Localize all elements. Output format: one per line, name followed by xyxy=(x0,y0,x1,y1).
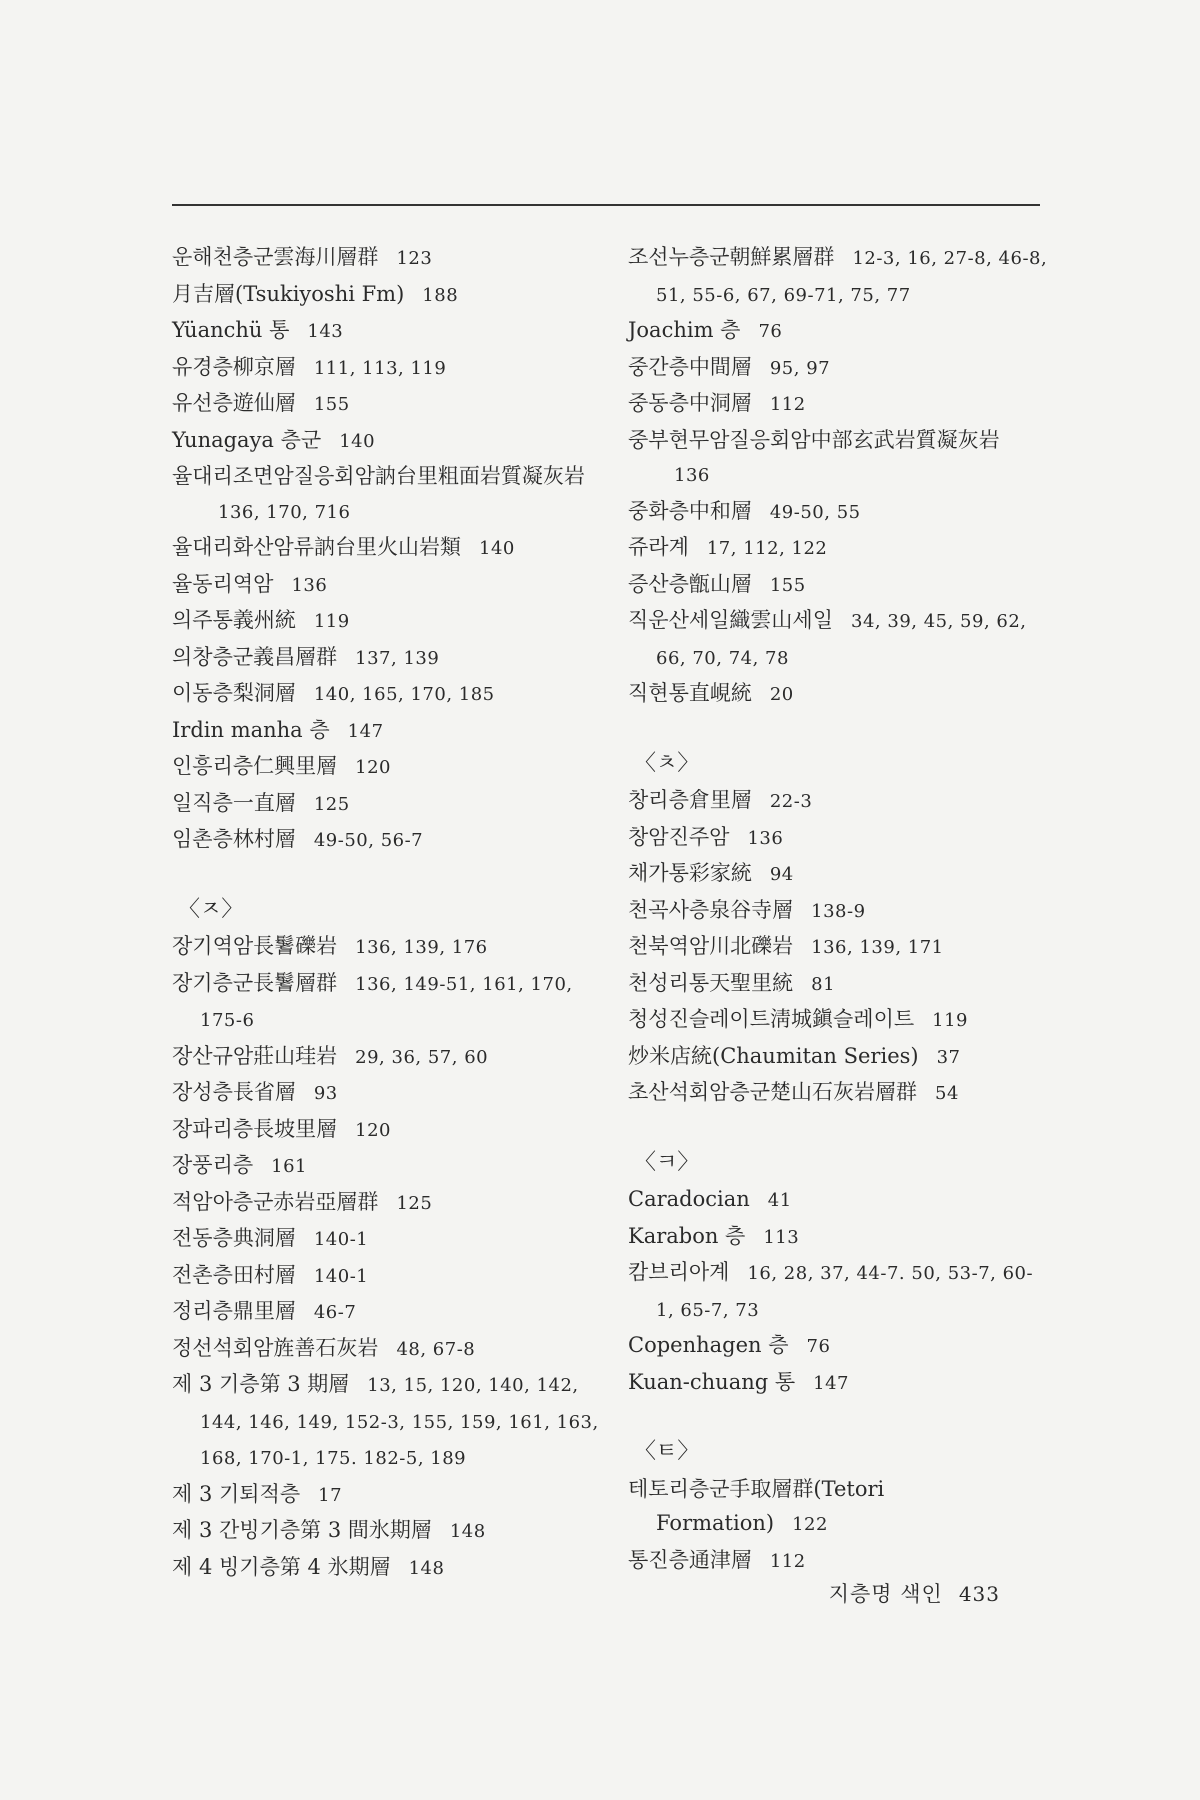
entry-term: 천북역암川北礫岩 xyxy=(628,934,794,958)
entry-term: 율대리조면암질응회암訥台里粗面岩質凝灰岩 xyxy=(172,464,585,488)
entry-pages: 93 xyxy=(313,1083,338,1104)
section-heading: 〈ㅌ〉 xyxy=(634,1439,700,1464)
entry-pages: 147 xyxy=(347,720,384,742)
index-entry xyxy=(628,893,1048,930)
index-entry xyxy=(628,494,1048,531)
right-column xyxy=(628,240,1048,1579)
entry-pages: 155 xyxy=(313,394,350,415)
entry-pages: 81 xyxy=(811,973,836,995)
index-entry xyxy=(628,1039,1048,1076)
index-entry xyxy=(172,459,602,530)
entry-term: 장산규암莊山珪岩 xyxy=(172,1043,338,1068)
entry-pages: 54 xyxy=(935,1083,959,1104)
entry-term: 중동층中洞層 xyxy=(628,391,752,415)
entry-pages: 140 xyxy=(479,538,515,559)
index-entry xyxy=(172,423,602,460)
entry-pages: 41 xyxy=(767,1190,792,1211)
entry-term: 제 3 간빙기층第 3 間氷期層 xyxy=(172,1518,432,1542)
entry-term: 초산석회암층군楚山石灰岩層群 xyxy=(628,1080,918,1104)
index-entry xyxy=(172,1477,602,1514)
header-rule xyxy=(172,204,1040,206)
entry-pages: 125 xyxy=(313,793,350,815)
entry-term: 정선석회암旌善石灰岩 xyxy=(172,1335,379,1360)
index-entry xyxy=(172,966,602,1039)
index-entry xyxy=(172,822,602,859)
index-entry xyxy=(628,1543,1048,1580)
index-entry xyxy=(628,313,1048,350)
entry-pages: 113 xyxy=(763,1226,800,1248)
index-entry xyxy=(172,1331,602,1368)
entry-term: 청성진슬레이트淸城鎭슬레이트 xyxy=(628,1007,915,1031)
entry-term: 율동리역암 xyxy=(172,571,274,596)
entry-pages: 136, 139, 171 xyxy=(811,937,944,958)
entry-term: 적암아층군赤岩亞層群 xyxy=(172,1189,379,1214)
index-entry xyxy=(628,1365,1048,1402)
entry-term: Caradocian xyxy=(628,1187,750,1211)
entry-term: 제 4 빙기층第 4 氷期層 xyxy=(172,1554,391,1579)
section-heading: 〈ㅋ〉 xyxy=(634,1149,700,1175)
entry-term: 중부현무암질응회암中部玄武岩質凝灰岩 xyxy=(628,427,1000,452)
entry-term: Kuan-chuang 통 xyxy=(628,1369,796,1394)
left-column xyxy=(172,240,602,1586)
index-entry xyxy=(172,530,602,567)
entry-term: 정리층鼎里層 xyxy=(172,1299,296,1323)
entry-term: 증산층甑山層 xyxy=(628,571,752,596)
entry-term: Yunagaya 층군 xyxy=(172,427,322,452)
entry-pages: 13, 15, 120, 140, 142, 144, 146, 149, 152-3, 155, 159, 161, 163, 168, 170-1, 175. 182-5, 189 xyxy=(200,1375,599,1469)
index-entry xyxy=(628,567,1048,604)
entry-pages: 119 xyxy=(313,611,350,632)
entry-term: 직운산세일織雲山세일 xyxy=(628,608,834,632)
entry-pages: 20 xyxy=(769,684,794,705)
index-entry xyxy=(172,350,602,387)
entry-pages: 143 xyxy=(307,321,344,342)
entry-term: 통진층通津層 xyxy=(628,1547,752,1572)
index-entry xyxy=(628,856,1048,893)
entry-term: 임촌층林村層 xyxy=(172,827,296,851)
entry-pages: 49-50, 56-7 xyxy=(313,830,424,851)
index-entry xyxy=(628,1002,1048,1039)
entry-term: 직현통直峴統 xyxy=(628,681,752,705)
entry-pages: 155 xyxy=(769,574,806,596)
index-entry xyxy=(172,1258,602,1295)
index-entry xyxy=(628,603,1048,676)
footer-title: 지층명 색인 xyxy=(828,1582,943,1606)
index-entry xyxy=(628,929,1048,966)
index-entry xyxy=(172,713,602,750)
entry-term: Joachim 층 xyxy=(628,318,741,342)
page-footer xyxy=(829,1578,1000,1608)
entry-pages: 140-1 xyxy=(313,1265,369,1287)
entry-term: 율대리화산암류訥台里火山岩類 xyxy=(172,535,462,559)
entry-term: 중화층中和層 xyxy=(628,498,752,523)
entry-term: 제 3 기퇴적층 xyxy=(172,1481,301,1506)
entry-term: 쥬라계 xyxy=(628,535,689,559)
entry-term: 운해천층군雲海川層群 xyxy=(172,245,379,269)
entry-pages: 136 xyxy=(291,574,328,596)
section-heading: 〈ㅈ〉 xyxy=(178,896,244,922)
entry-pages: 16, 28, 37, 44-7. 50, 53-7, 60-1, 65-7, 73 xyxy=(656,1263,1034,1321)
entry-term: Yüanchü 통 xyxy=(172,318,290,342)
entry-pages: 136 xyxy=(747,827,784,849)
entry-term: 炒米店統(Chaumitan Series) xyxy=(628,1043,919,1068)
entry-pages: 12-3, 16, 27-8, 46-8, 51, 55-6, 67, 69-71, 75, 77 xyxy=(656,248,1048,306)
index-entry xyxy=(172,567,602,604)
entry-term: Karabon 층 xyxy=(628,1223,746,1248)
index-entry xyxy=(172,1112,602,1149)
index-entry xyxy=(628,423,1048,494)
index-entry xyxy=(172,1513,602,1550)
index-entry xyxy=(628,1328,1048,1365)
index-entry xyxy=(172,386,602,423)
index-entry xyxy=(172,1550,602,1587)
entry-term: 제 3 기층第 3 期層 xyxy=(172,1372,350,1396)
entry-pages: 94 xyxy=(769,864,794,885)
index-entry xyxy=(172,603,602,640)
entry-term: 인흥리층仁興里層 xyxy=(172,754,338,778)
entry-pages: 140, 165, 170, 185 xyxy=(313,684,495,705)
entry-pages: 95, 97 xyxy=(769,357,831,379)
index-entry xyxy=(628,1075,1048,1112)
index-entry xyxy=(172,929,602,966)
entry-term: 의창층군義昌層群 xyxy=(172,644,338,669)
index-entry xyxy=(628,1472,1048,1543)
entry-term: Irdin manha 층 xyxy=(172,717,330,742)
entry-pages: 140 xyxy=(339,430,376,452)
entry-term: 의주통義州統 xyxy=(172,608,296,632)
entry-pages: 46-7 xyxy=(313,1302,357,1323)
entry-pages: 148 xyxy=(408,1557,445,1579)
index-entry xyxy=(628,386,1048,423)
index-entry xyxy=(172,277,602,314)
index-entry xyxy=(628,530,1048,567)
entry-term: 일직층一直層 xyxy=(172,790,296,815)
section-heading: 〈ㅊ〉 xyxy=(634,750,700,776)
index-entry xyxy=(172,1294,602,1331)
index-entry xyxy=(172,313,602,350)
entry-pages: 136 xyxy=(674,465,710,486)
entry-pages: 17, 112, 122 xyxy=(706,538,828,559)
entry-term: 장파리층長坡里層 xyxy=(172,1116,338,1141)
entry-pages: 29, 36, 57, 60 xyxy=(355,1046,489,1068)
entry-pages: 76 xyxy=(758,321,783,342)
index-entry xyxy=(172,1185,602,1222)
index-entry xyxy=(172,1148,602,1185)
index-entry xyxy=(628,1219,1048,1256)
index-entry xyxy=(628,676,1048,713)
index-entry xyxy=(628,966,1048,1003)
entry-term: 月吉層(Tsukiyoshi Fm) xyxy=(172,281,405,306)
page-number: 433 xyxy=(958,1582,1000,1606)
index-entry xyxy=(628,1255,1048,1328)
entry-term: 창리층倉里層 xyxy=(628,788,752,812)
entry-pages: 140-1 xyxy=(313,1229,369,1250)
entry-pages: 136, 170, 716 xyxy=(218,501,351,523)
index-entry xyxy=(172,676,602,713)
entry-term: 중간층中間層 xyxy=(628,354,752,379)
entry-pages: 122 xyxy=(792,1514,828,1535)
index-entry xyxy=(172,640,602,677)
entry-term: 유선층遊仙層 xyxy=(172,391,296,415)
entry-pages: 37 xyxy=(936,1046,961,1068)
index-entry xyxy=(628,820,1048,857)
entry-pages: 76 xyxy=(806,1336,831,1357)
entry-pages: 123 xyxy=(396,248,433,269)
entry-pages: 148 xyxy=(449,1521,486,1542)
entry-pages: 136, 149-51, 161, 170, 175-6 xyxy=(200,973,573,1031)
entry-pages: 112 xyxy=(769,1550,806,1572)
entry-term: 조선누층군朝鮮累層群 xyxy=(628,245,835,269)
entry-pages: 125 xyxy=(396,1192,433,1214)
entry-term: 이동층梨洞層 xyxy=(172,681,296,705)
entry-term: 천성리통天聖里統 xyxy=(628,970,794,995)
entry-pages: 137, 139 xyxy=(355,647,440,669)
entry-term: 장성층長省層 xyxy=(172,1080,296,1104)
index-entry xyxy=(628,1182,1048,1219)
entry-pages: 111, 113, 119 xyxy=(313,357,447,379)
entry-pages: 120 xyxy=(355,1119,392,1141)
entry-term: 장기역암長鬐礫岩 xyxy=(172,934,338,958)
index-entry xyxy=(172,240,602,277)
entry-term: Copenhagen 층 xyxy=(628,1333,789,1357)
entry-pages: 136, 139, 176 xyxy=(355,937,488,958)
index-entry xyxy=(172,749,602,786)
entry-pages: 112 xyxy=(769,394,806,415)
entry-term: 유경층柳京層 xyxy=(172,354,296,379)
entry-term: 채가통彩家統 xyxy=(628,861,752,885)
entry-pages: 49-50, 55 xyxy=(769,501,861,523)
index-entry xyxy=(172,1367,602,1477)
entry-pages: 147 xyxy=(813,1372,850,1394)
entry-pages: 22-3 xyxy=(769,791,813,812)
entry-term: 천곡사층泉谷寺層 xyxy=(628,897,794,922)
index-entry xyxy=(172,1075,602,1112)
entry-pages: 138-9 xyxy=(811,900,866,922)
entry-pages: 161 xyxy=(271,1156,308,1177)
entry-term: 캄브리아계 xyxy=(628,1260,730,1284)
entry-pages: 48, 67-8 xyxy=(396,1338,476,1360)
entry-term: 테토리층군手取層群(Tetori Formation) xyxy=(628,1476,885,1535)
index-entry xyxy=(172,1039,602,1076)
index-entry xyxy=(628,783,1048,820)
entry-term: 전촌층田村層 xyxy=(172,1262,296,1287)
entry-term: 장풍리층 xyxy=(172,1153,254,1177)
entry-pages: 120 xyxy=(355,757,392,778)
index-entry xyxy=(172,1221,602,1258)
entry-pages: 34, 39, 45, 59, 62, 66, 70, 74, 78 xyxy=(656,611,1027,669)
index-entry xyxy=(628,350,1048,387)
index-entry xyxy=(172,786,602,823)
entry-pages: 119 xyxy=(932,1010,969,1031)
entry-pages: 17 xyxy=(318,1484,343,1506)
entry-pages: 188 xyxy=(422,284,459,306)
entry-term: 전동층典洞層 xyxy=(172,1226,296,1250)
entry-term: 창암진주암 xyxy=(628,824,730,849)
entry-term: 장기층군長鬐層群 xyxy=(172,970,338,995)
index-entry xyxy=(628,240,1048,313)
